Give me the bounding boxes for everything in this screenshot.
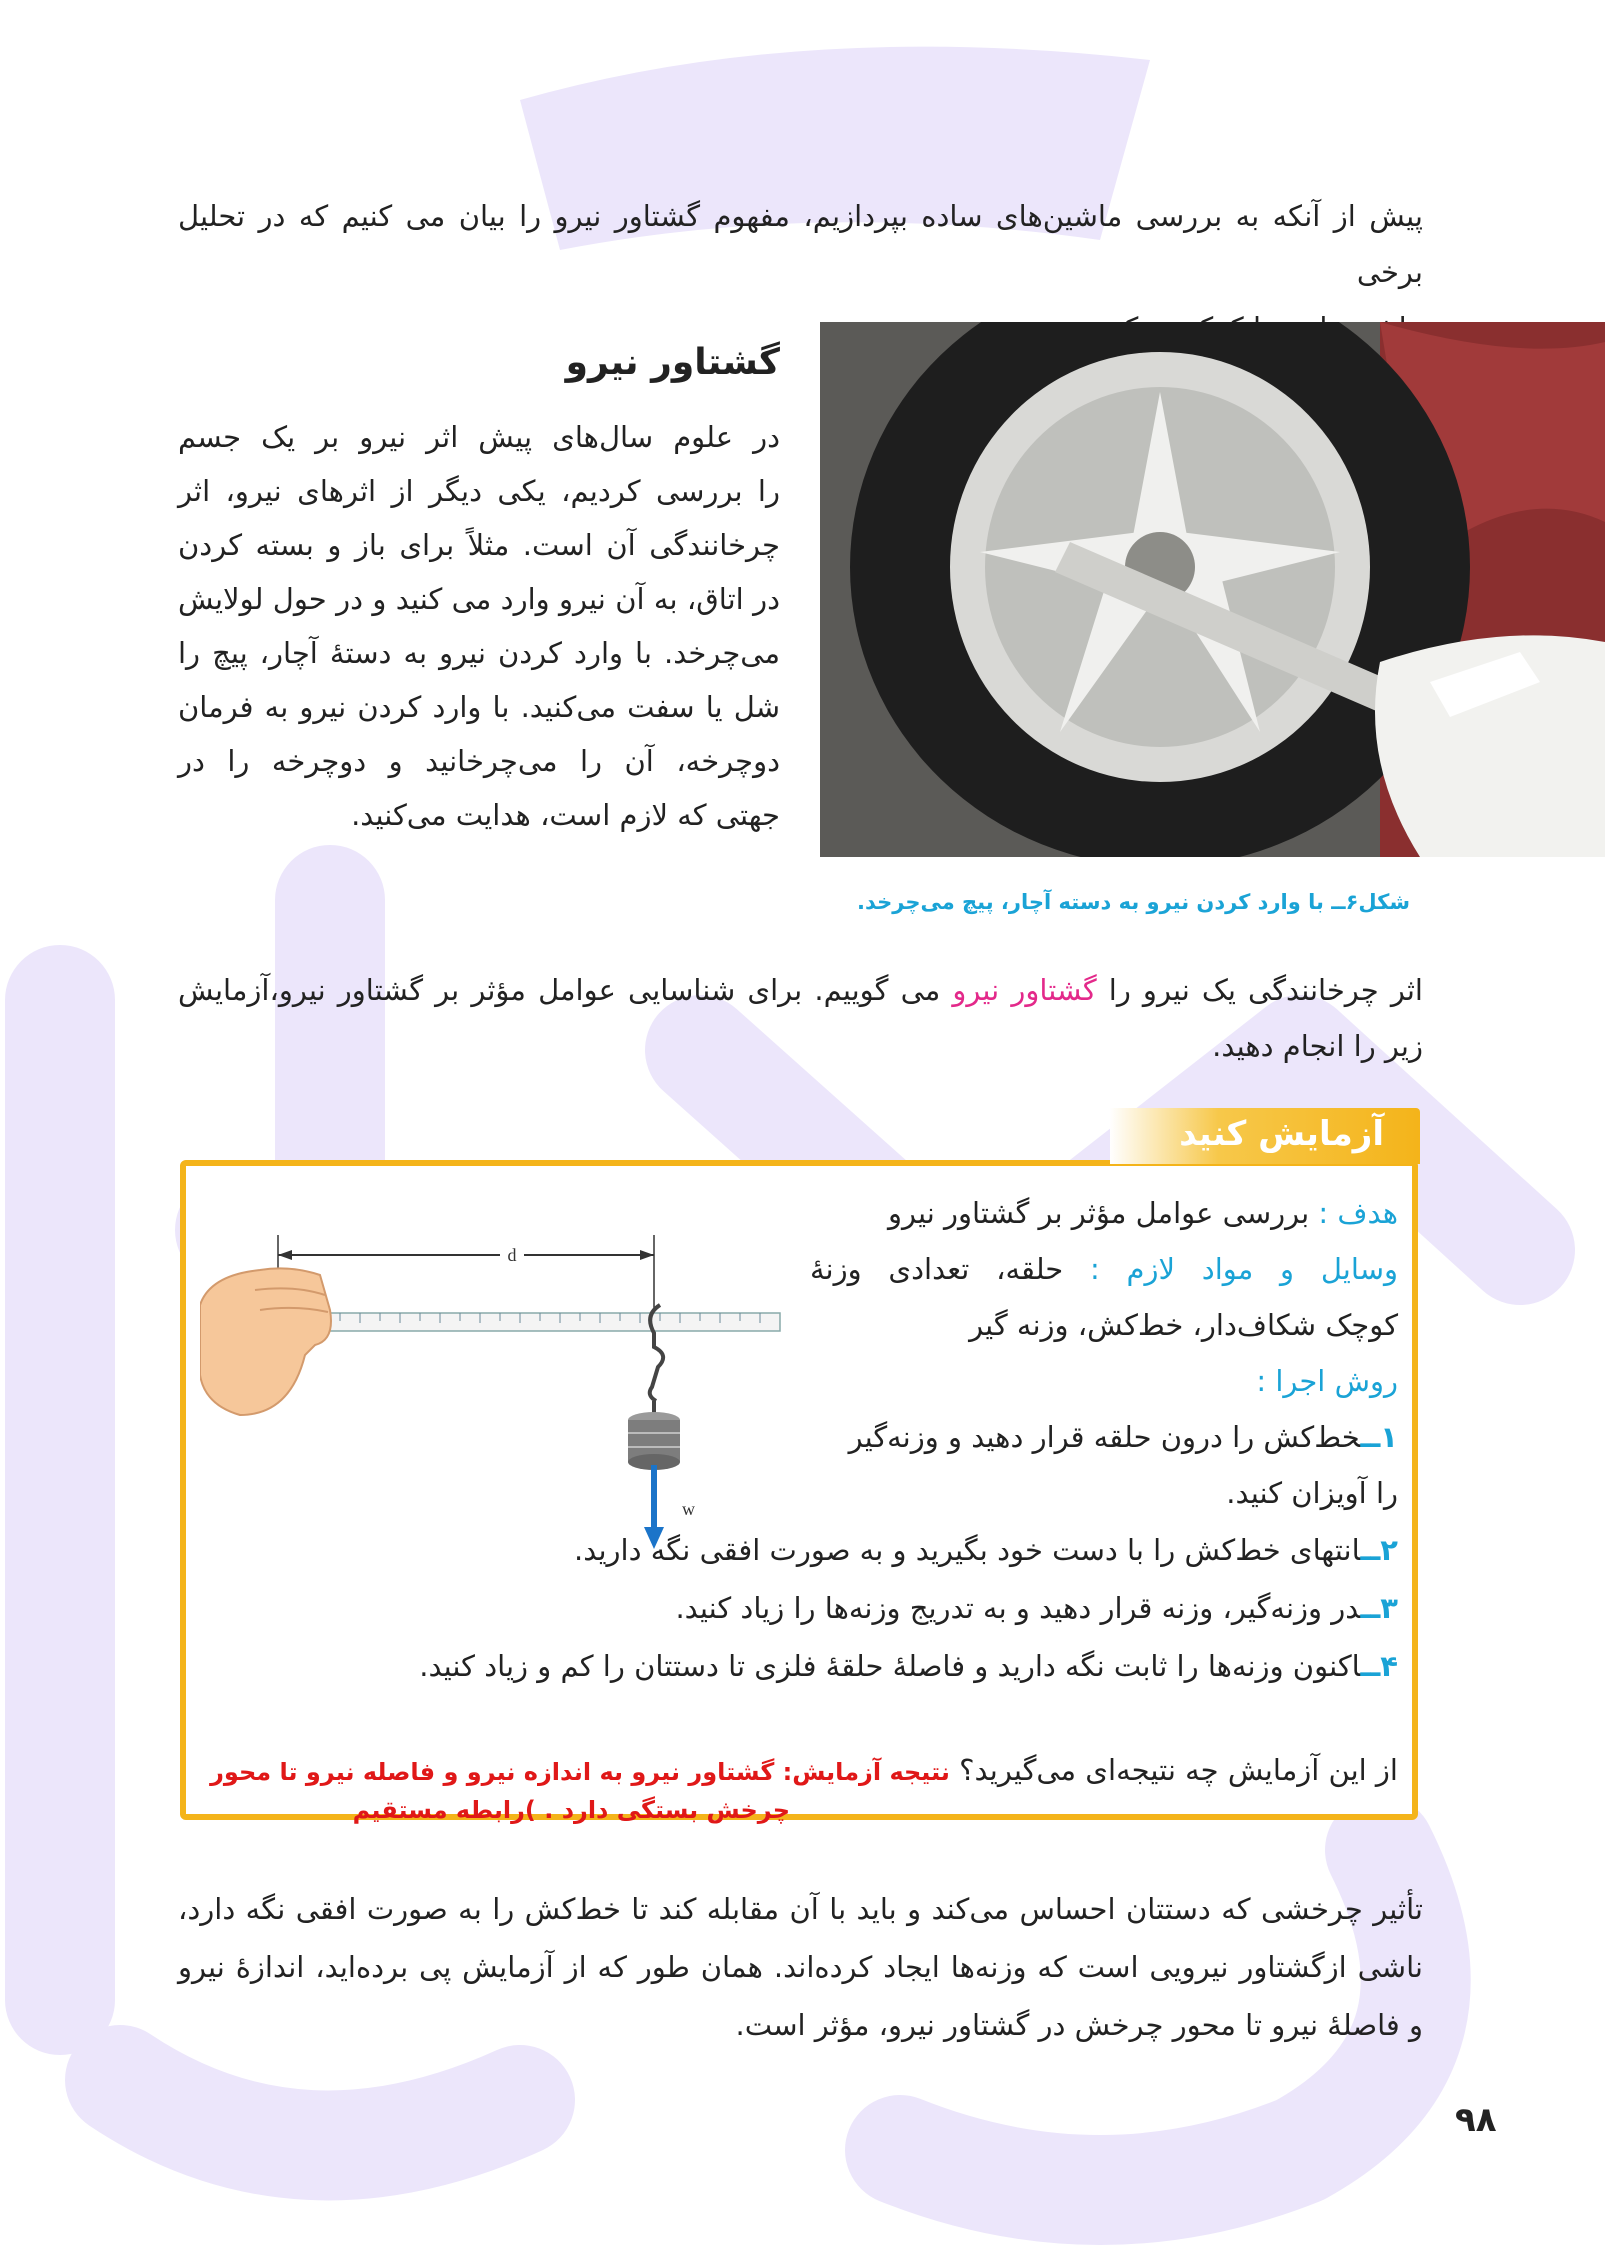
section-line: در علوم سال‌های پیش اثر نیرو بر یک جسم — [178, 420, 780, 454]
materials-line — [810, 1241, 1398, 1297]
step-2 — [200, 1521, 1398, 1579]
answer-line-1: نتیجه آزمایش: گشتاور نیرو به اندازه نیرو و فاصله نیرو تا محور — [210, 1758, 950, 1786]
goal-text: بررسی عوامل مؤثر بر گشتاور نیرو — [887, 1196, 1319, 1230]
section-line: را بررسی کردیم، یکی دیگر از اثرهای نیرو، اثر — [178, 474, 780, 508]
step-text: در وزنه‌گیر، وزنه قرار دهید و به تدریج وزنه‌ها را زیاد کنید. — [675, 1591, 1361, 1625]
step-text: اکنون وزنه‌ها را ثابت نگه دارید و فاصلهٔ حلقهٔ فلزی تا دستتان را کم و زیاد کنید. — [419, 1649, 1361, 1683]
step-number: ۱ــ — [1360, 1420, 1398, 1454]
section-line: دوچرخه، آن را می‌چرخانید و دوچرخه را در — [178, 744, 780, 778]
conclusion-paragraph — [178, 1880, 1423, 2054]
hand-icon — [200, 1268, 331, 1415]
experiment-text — [810, 1185, 1398, 1521]
method-label: روش اجرا : — [1256, 1364, 1398, 1398]
step-number: ۳ــ — [1360, 1591, 1398, 1625]
materials-text-1: حلقه، تعدادی وزنهٔ — [810, 1252, 1090, 1286]
distance-label-d: d — [507, 1245, 517, 1265]
goal-line — [810, 1185, 1398, 1241]
conclusion-line-1: تأثیر چرخشی که دستتان احساس می‌کند و باید با آن مقابله کند تا خط‌کش را به صورت افقی نگه دارد، — [178, 1892, 1423, 1926]
question-text: از این آزمایش چه نتیجه‌ای می‌گیرید؟ — [959, 1753, 1398, 1787]
definition-paragraph — [178, 962, 1423, 1074]
ruler-weight-diagram — [200, 1215, 800, 1555]
question-line — [186, 1750, 1398, 1792]
tire-wrench-photo — [820, 322, 1605, 857]
conclusion-line-2: ناشی ازگشتاور نیرویی است که وزنه‌ها ایجاد کرده‌اند. همان طور که از آزمایش پی برده‌اید، اندازهٔ نیرو — [178, 1950, 1423, 1984]
section-line: چرخانندگی آن است. مثلاً برای باز و بسته کردن — [178, 528, 780, 562]
definition-line-2: زیر را انجام دهید. — [1212, 1029, 1423, 1063]
experiment-steps — [200, 1521, 1398, 1695]
force-label-w: w — [682, 1499, 695, 1519]
intro-line-1: پیش از آنکه به بررسی ماشین‌های ساده بپردازیم، مفهوم گشتاور نیرو را بیان می کنیم که در تحلیل برخی — [178, 199, 1423, 289]
experiment-tab — [1110, 1108, 1420, 1164]
step-number: ۲ــ — [1360, 1533, 1398, 1567]
step-number: ۴ــ — [1360, 1649, 1398, 1683]
goal-label: هدف : — [1318, 1196, 1398, 1230]
section-line: شل یا سفت می‌کنید. با وارد کردن نیرو به فرمان — [178, 690, 780, 724]
term-torque: گشتاور نیرو — [952, 973, 1097, 1007]
step-3 — [200, 1579, 1398, 1637]
section-line: در اتاق، به آن نیرو وارد می کنید و در حول لولایش — [178, 582, 780, 616]
materials-label: وسایل و مواد لازم : — [1090, 1252, 1399, 1286]
step-1-line-1 — [810, 1409, 1398, 1465]
section-line: جهتی که لازم است، هدایت می‌کنید. — [351, 798, 780, 832]
weight-stack-icon — [628, 1412, 680, 1470]
section-body — [178, 410, 780, 842]
definition-line-1 — [178, 962, 1423, 1018]
step-4 — [200, 1637, 1398, 1695]
definition-post: می گوییم. برای شناسایی عوامل مؤثر بر گشتاور نیرو،آزمایش — [178, 973, 953, 1007]
figure-caption: شکل۶ــ با وارد کردن نیرو به دسته آچار، پیچ می‌چرخد. — [857, 890, 1410, 914]
section-title: گشتاور نیرو — [565, 342, 780, 383]
answer-line-2: چرخش بستگی دارد . )رابطه مستقیم — [352, 1796, 790, 1824]
materials-line-2: کوچک شکاف‌دار، خط‌کش، وزنه گیر — [969, 1308, 1398, 1342]
definition-pre: اثر چرخانندگی یک نیرو را — [1096, 973, 1423, 1007]
step-text: خط‌کش را درون حلقه قرار دهید و وزنه‌گیر — [848, 1420, 1361, 1454]
step-1-line-2: را آویزان کنید. — [1226, 1476, 1398, 1510]
page-number: ۹۸ — [1455, 2100, 1497, 2140]
section-line: می‌چرخد. با وارد کردن نیرو به دستهٔ آچار، پیچ را — [178, 636, 780, 670]
conclusion-line-3: و فاصلهٔ نیرو تا محور چرخش در گشتاور نیرو، مؤثر است. — [735, 2008, 1423, 2042]
experiment-tab-title: آزمایش کنید — [1179, 1114, 1384, 1154]
step-text: انتهای خط‌کش را با دست خود بگیرید و به صورت افقی نگه دارید. — [574, 1533, 1361, 1567]
